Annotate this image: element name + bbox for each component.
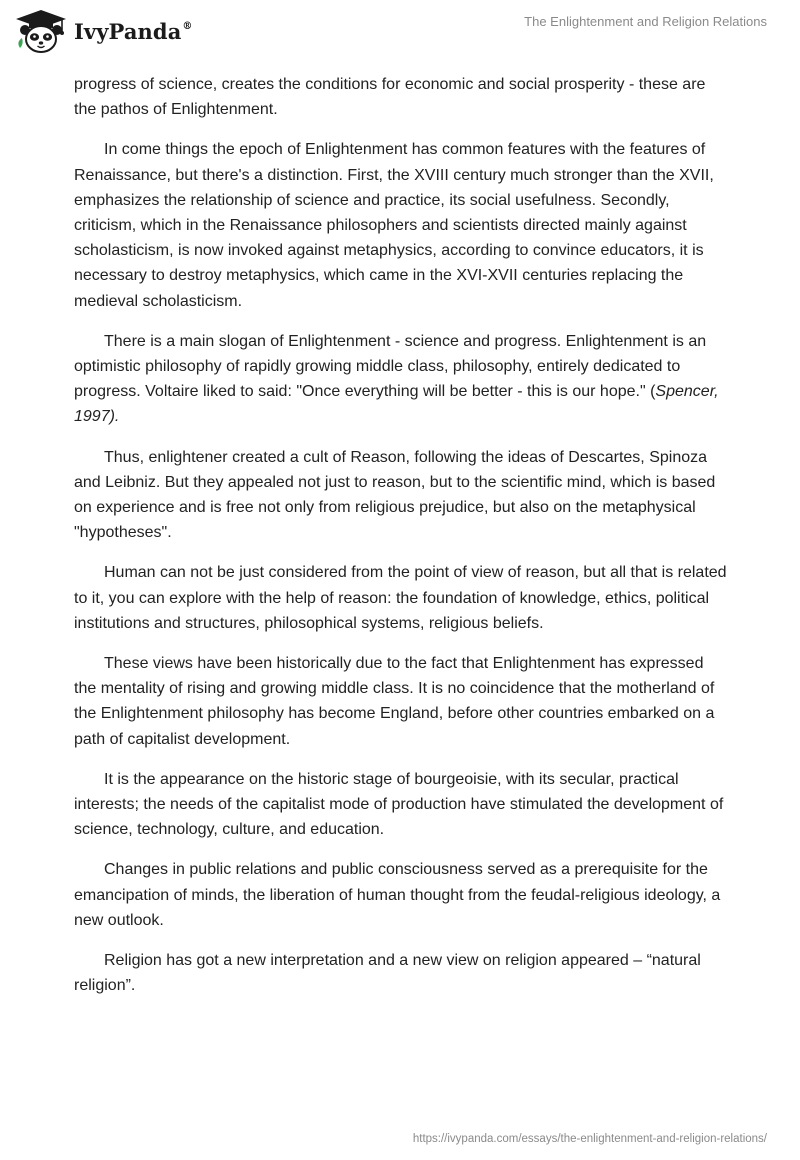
paragraph: Human can not be just considered from the point of view of reason, but all that is related to it, you can explore with the help of reason: the foundation of knowledge, ethics, political institutions and structures, philosophical systems, religious beliefs. — [74, 564, 727, 632]
citation: Spencer, 1997). — [74, 383, 719, 426]
registered-mark: ® — [182, 20, 193, 32]
brand-logo[interactable] — [14, 8, 193, 54]
paragraph-text: There is a main slogan of Enlightenment - science and progress. Enlightenment is an optimistic philosophy of rapidly growing middle class, philosophy, entirely dedicated to progress. Voltaire liked to said: "Once everything will be better - this is our hope." ( — [74, 332, 707, 401]
paragraph: progress of science, creates the conditions for economic and social prosperity - these are the pathos of Enlightenment. — [74, 76, 706, 119]
paragraph: Changes in public relations and public consciousness served as a prerequisite for the emancipation of minds, the liberation of human thought from the feudal-religious ideology, a new outlook. — [74, 861, 721, 929]
paragraph: In come things the epoch of Enlightenment has common features with the features of Renaissance, but there's a distinction. First, the XVIII century much stronger than the XVII, emphasizes the relationship of science and practice, its social usefulness. Secondly, criticism, which in the Renaissance philosophers and scientists directed mainly against scholasticism, is now invoked against metaphysics, according to convince educators, it is necessary to destroy metaphysics, which came in the XVI-XVII centuries replacing the medieval scholasticism. — [74, 141, 714, 310]
paragraph: Thus, enlightener created a cult of Reason, following the ideas of Descartes, Spinoza and Leibniz. But they appealed not just to reason, but to the scientific mind, which is based on experience and is free not only from religious prejudice, but also on the metaphysical "hypotheses". — [74, 448, 716, 542]
paragraph: It is the appearance on the historic stage of bourgeoisie, with its secular, practical interests; the needs of the capitalist mode of production have stimulated the development of science, technology, culture, and education. — [74, 770, 724, 839]
paragraph: Religion has got a new interpretation and a new view on religion appeared – “natural religion”. — [74, 952, 701, 995]
paragraph: These views have been historically due to the fact that Enlightenment has expressed the mentality of rising and growing middle class. It is no coincidence that the motherland of the Enlightenment philosophy has become England, before other countries embarked on a path of capitalist development. — [74, 655, 715, 748]
essay-body — [74, 72, 730, 1014]
paragraph — [74, 329, 730, 430]
source-url[interactable]: https://ivypanda.com/essays/the-enlightenment-and-religion-relations/ — [412, 1133, 767, 1145]
brand-name: IvyPanda® — [74, 18, 193, 44]
panda-graduate-icon — [14, 8, 68, 54]
document-title: The Enlightenment and Religion Relations — [524, 14, 767, 29]
page-header — [0, 0, 800, 64]
